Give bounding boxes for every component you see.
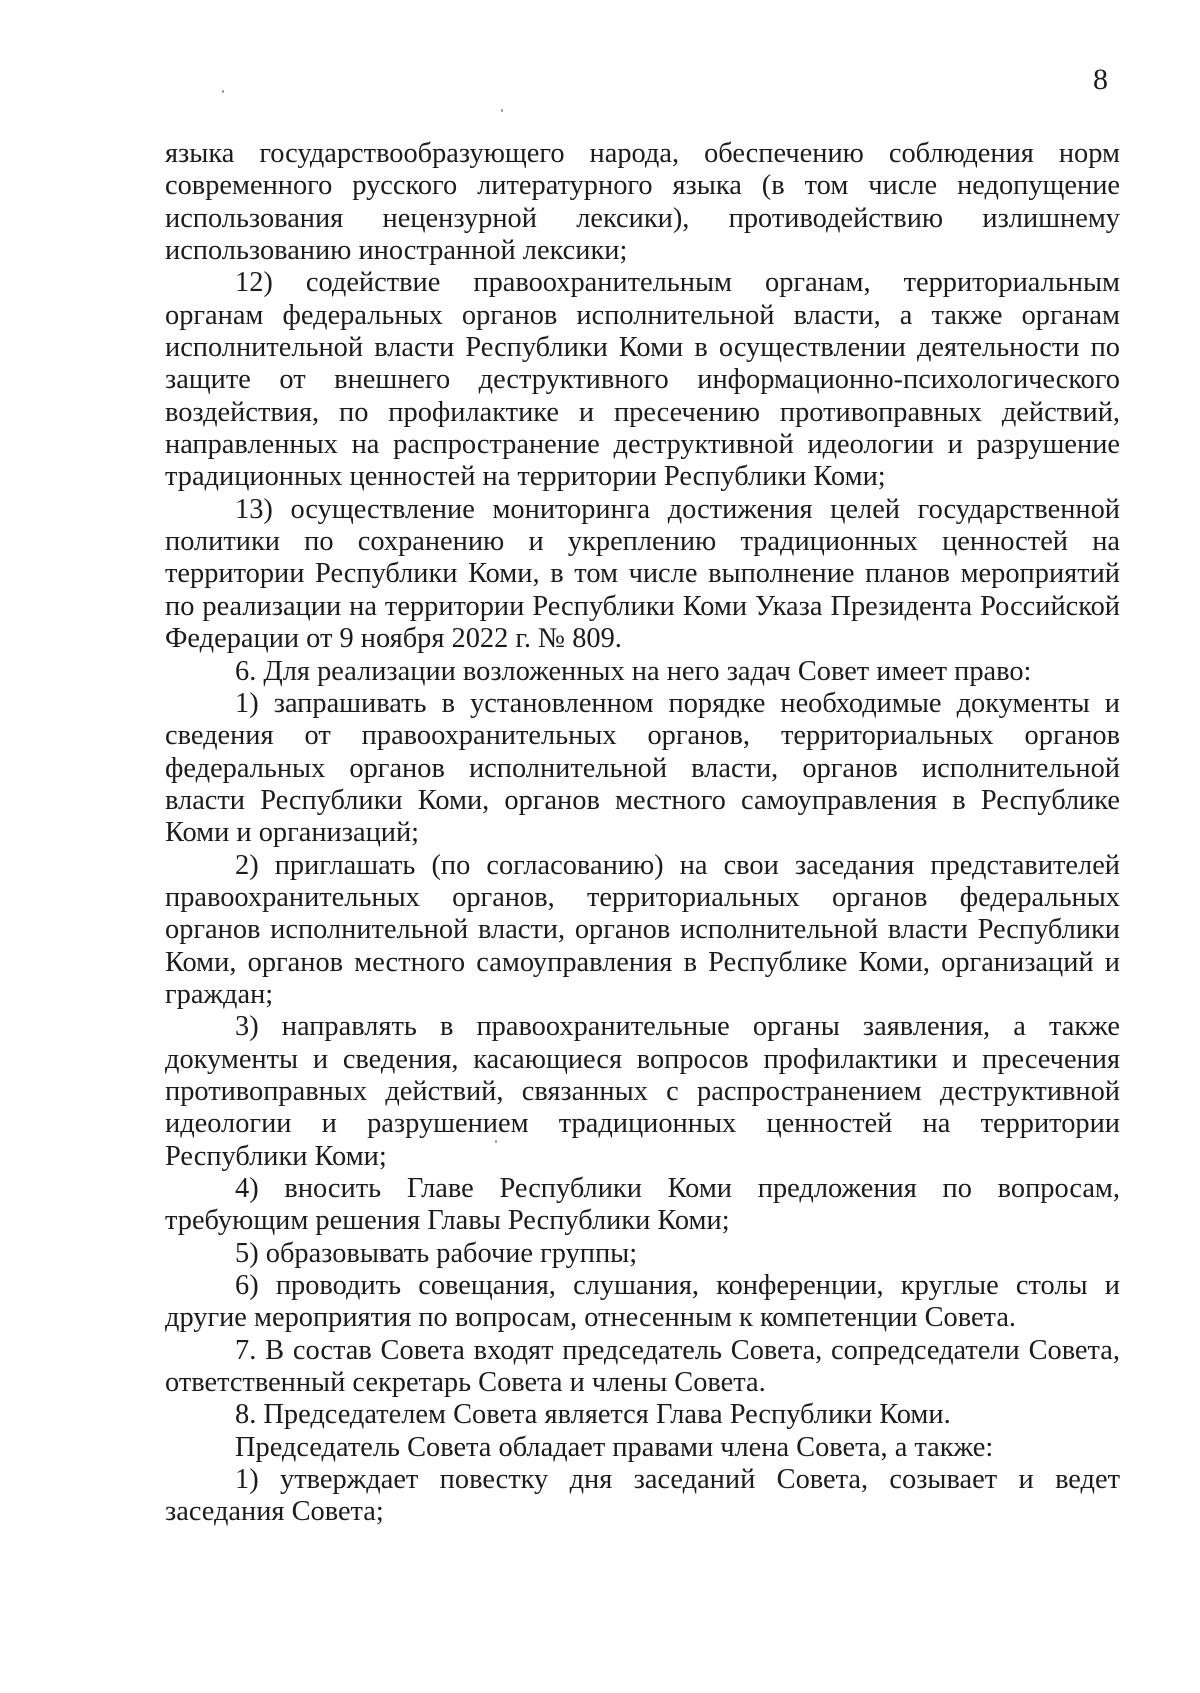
paragraph-right-6: 6) проводить совещания, слушания, конференции, круглые столы и другие мероприятия по вопросам, отнесенным к компетенции Совета.: [165, 1270, 1120, 1334]
page-number: 8: [1093, 63, 1108, 96]
paragraph-right-2: 2) приглашать (по согласованию) на свои заседания представителей правоохранительных органов, территориальных органов федеральных органов исполнительной власти, органов исполнительной власти Республики Коми, органов местного самоуправления в Республике Коми, организаций и граждан;: [165, 849, 1120, 1010]
paragraph-right-3: 3) направлять в правоохранительные органы заявления, а также документы и сведения, касающиеся вопросов профилактики и пресечения противоправных действий, связанных с распространением деструктивной идеологии и разрушением традиционных ценностей на территории Республики Коми;: [165, 1011, 1120, 1172]
paragraph-chairman-rights: Председатель Совета обладает правами члена Совета, а также:: [235, 1431, 994, 1463]
paragraph-chairman-1: 1) утверждает повестку дня заседаний Совета, созывает и ведет заседания Совета;: [165, 1464, 1120, 1528]
paragraph-right-1: 1) запрашивать в установленном порядке необходимые документы и сведения от правоохранительных органов, территориальных органов федеральных органов исполнительной власти, органов исполнительной власти Республики Коми, органов местного самоуправления в Республике Коми и организаций;: [165, 687, 1120, 849]
paragraph-right-5: 5) образовывать рабочие группы;: [235, 1237, 638, 1269]
paragraph-section-6: 6. Для реализации возложенных на него задач Совет имеет право:: [235, 655, 1032, 687]
paragraph-item-12: 12) содействие правоохранительным органам, территориальным органам федеральных органов исполнительной власти, а также органам исполнительной власти Республики Коми в осуществлении деятельности по защите от внешнего деструктивного информационно-психологического воздействия, по профилактике и пресечению противоправных действий, направленных на распространение деструктивной идеологии и разрушение традиционных ценностей на территории Республики Коми;: [165, 267, 1120, 493]
paragraph-section-8: 8. Председателем Совета является Глава Республики Коми.: [235, 1399, 951, 1431]
paragraph-continuation: языка государствообразующего народа, обеспечению соблюдения норм современного русского литературного языка (в том числе недопущение использования нецензурной лексики), противодействию излишнему использованию иностранной лексики;: [165, 138, 1120, 267]
scan-speck: [501, 109, 503, 112]
paragraph-section-7: 7. В состав Совета входят председатель Совета, сопредседатели Совета, ответственный секретарь Совета и члены Совета.: [165, 1334, 1120, 1399]
scan-speck: [222, 90, 224, 93]
document-body: [165, 138, 1120, 1529]
paragraph-item-13: 13) осуществление мониторинга достижения целей государственной политики по сохранению и укреплению традиционных ценностей на территории Республики Коми, в том числе выполнение планов мероприятий по реализации на территории Республики Коми Указа Президента Российской Федерации от 9 ноября 2022 г. № 809.: [165, 493, 1120, 655]
paragraph-right-4: 4) вносить Главе Республики Коми предложения по вопросам, требующим решения Главы Республики Коми;: [165, 1173, 1120, 1237]
